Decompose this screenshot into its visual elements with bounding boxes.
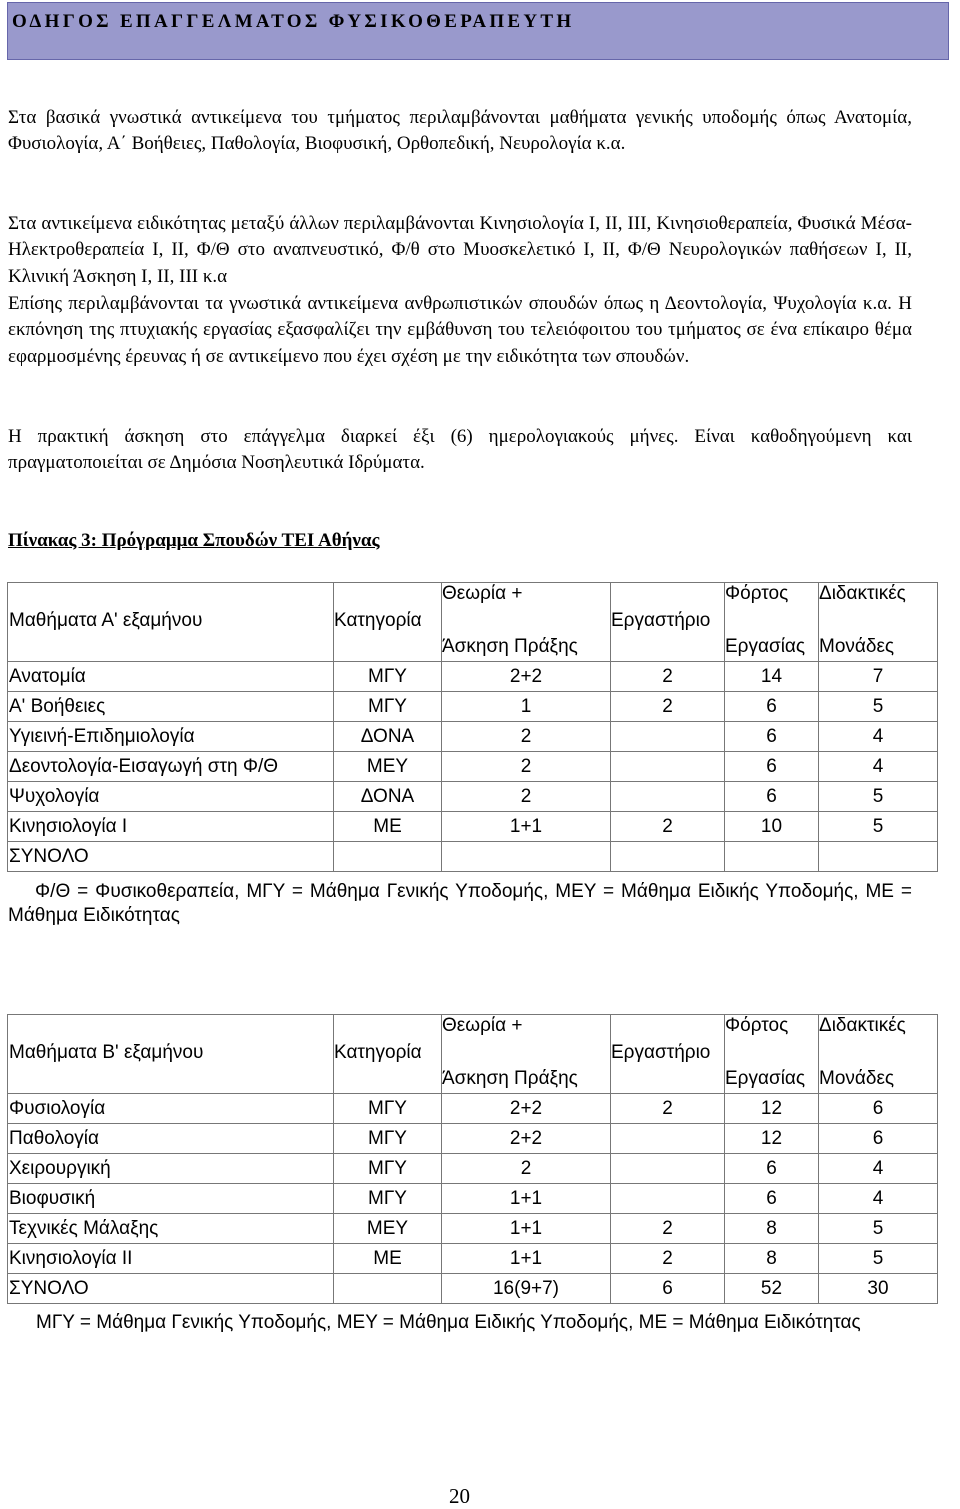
paragraph-humanities: Επίσης περιλαμβάνονται τα γνωστικά αντικείμενα ανθρωπιστικών σπουδών όπως η Δεοντολογία, Ψυχολογία κ.α. Η εκπόνηση της πτυχιακής εργασίας εξασφαλίζει την εμβάθυνση του τελειόφοιτου του τμήματος σε ένα επίκαιρο θέμα εφαρμοσμένης έρευνας ή σε αντικείμενο που έχει σχέση με την ειδικότητα των σπουδών. (8, 293, 912, 367)
header-category: Κατηγορία (334, 583, 442, 662)
header-workload: Φόρτος Εργασίας (725, 1015, 819, 1094)
table-row: Α' Βοήθειες ΜΓΥ 1 2 6 5 (8, 692, 938, 722)
header-workload: Φόρτος Εργασίας (725, 583, 819, 662)
table-header-row (8, 1015, 938, 1094)
table-total-row: ΣΥΝΟΛΟ 16(9+7) 6 52 30 (8, 1274, 938, 1304)
header-lab: Εργαστήριο (611, 583, 725, 662)
header-theory: Θεωρία + Άσκηση Πράξης (442, 583, 611, 662)
paragraph-specialty-subjects: Στα αντικείμενα ειδικότητας μεταξύ άλλων περιλαμβάνονται Κινησιολογία Ι, ΙΙ, ΙΙΙ, Κινησιοθεραπεία, Φυσικά Μέσα-Ηλεκτροθεραπεία Ι, ΙΙ, Φ/Θ στο αναπνευστικό, Φ/θ στο Μυοσκελετικό Ι, ΙΙ, Φ/Θ Νευρολογικών παθήσεων Ι, ΙΙ, Κλινική Άσκηση Ι, ΙΙ, ΙΙΙ κ.α (8, 213, 912, 287)
table-row: Τεχνικές Μάλαξης ΜΕΥ 1+1 2 8 5 (8, 1214, 938, 1244)
semester-a-table (7, 582, 938, 872)
table-row: Φυσιολογία ΜΓΥ 2+2 2 12 6 (8, 1094, 938, 1124)
table-row: Ψυχολογία ΔΟΝΑ 2 6 5 (8, 782, 938, 812)
table-row: Βιοφυσική ΜΓΥ 1+1 6 4 (8, 1184, 938, 1214)
table-row: Δεοντολογία-Εισαγωγή στη Φ/Θ ΜΕΥ 2 6 4 (8, 752, 938, 782)
header-course: Μαθήματα Β' εξαμήνου (8, 1015, 334, 1094)
header-lab: Εργαστήριο (611, 1015, 725, 1094)
table-row: Κινησιολογία Ι ΜΕ 1+1 2 10 5 (8, 812, 938, 842)
table-caption: Πίνακας 3: Πρόγραμμα Σπουδών ΤΕΙ Αθήνας (8, 530, 380, 551)
document-title: ΟΔΗΓΟΣ ΕΠΑΓΓΕΛΜΑΤΟΣ ΦΥΣΙΚΟΘΕΡΑΠΕΥΤΗ (12, 11, 575, 32)
page-number: 20 (449, 1484, 470, 1508)
header-category: Κατηγορία (334, 1015, 442, 1094)
semester-b-legend: ΜΓΥ = Μάθημα Γενικής Υποδομής, ΜΕΥ = Μάθημα Ειδικής Υποδομής, ΜΕ = Μάθημα Ειδικότητας (36, 1312, 861, 1333)
table-row: Υγιεινή-Επιδημιολογία ΔΟΝΑ 2 6 4 (8, 722, 938, 752)
table-row: Ανατομία ΜΓΥ 2+2 2 14 7 (8, 662, 938, 692)
table-row: Κινησιολογία ΙΙ ΜΕ 1+1 2 8 5 (8, 1244, 938, 1274)
semester-a-legend: Φ/Θ = Φυσικοθεραπεία, ΜΓΥ = Μάθημα Γενικής Υποδομής, ΜΕΥ = Μάθημα Ειδικής Υποδομής, ΜΕ = Μάθημα Ειδικότητας (8, 881, 912, 926)
table-header-row (8, 583, 938, 662)
table-row: Χειρουργική ΜΓΥ 2 6 4 (8, 1154, 938, 1184)
header-theory: Θεωρία + Άσκηση Πράξης (442, 1015, 611, 1094)
header-units: Διδακτικές Μονάδες (819, 583, 938, 662)
table-total-row: ΣΥΝΟΛΟ (8, 842, 938, 872)
header-course: Μαθήματα Α' εξαμήνου (8, 583, 334, 662)
document-header (7, 2, 949, 60)
paragraph-basic-subjects: Στα βασικά γνωστικά αντικείμενα του τμήματος περιλαμβάνονται μαθήματα γενικής υποδομής όπως Ανατομία, Φυσιολογία, Α΄ Βοήθειες, Παθολογία, Βιοφυσική, Ορθοπεδική, Νευρολογία κ.α. (8, 107, 912, 155)
semester-b-table (7, 1014, 938, 1304)
header-units: Διδακτικές Μονάδες (819, 1015, 938, 1094)
paragraph-practical-training: Η πρακτική άσκηση στο επάγγελμα διαρκεί έξι (6) ημερολογιακούς μήνες. Είναι καθοδηγούμενη και πραγματοποιείται σε Δημόσια Νοσηλευτικά Ιδρύματα. (8, 426, 912, 474)
table-row: Παθολογία ΜΓΥ 2+2 12 6 (8, 1124, 938, 1154)
